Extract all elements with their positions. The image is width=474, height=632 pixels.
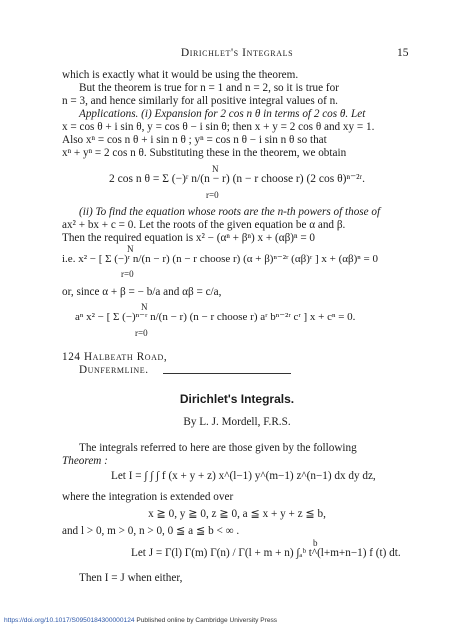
text-line: x = cos θ + i sin θ, y = cos θ − i sin θ; then x + y = 2 cos θ and xy = 1. [62,121,375,133]
text-line: xⁿ + yⁿ = 2 cos n θ. Substituting these in the theorem, we obtain [62,147,347,159]
running-title: Dirichlet's Integrals [180,47,294,59]
footer-credit [4,617,277,624]
equation-triple-integral: Let I = ∫ ∫ ∫ f (x + y + z) x^(l−1) y^(m−1) z^(n−1) dx dy dz, [111,470,376,482]
text-line: ax² + bx + c = 0. Let the roots of the given equation be α and β. [62,219,346,231]
text-line: or, since α + β = − b/a and αβ = c/a, [62,286,222,298]
sum-lower-limit: r=0 [206,190,219,200]
section-divider [163,373,291,374]
sum-upper-limit: N [127,244,134,254]
doi-link[interactable]: https://doi.org/10.1017/S0950184300000124 [4,617,135,624]
text-line: Also xⁿ = cos n θ + i sin n θ ; yⁿ = cos n θ − i sin n θ so that [62,134,327,146]
text-line: (ii) To find the equation whose roots are the n-th powers of those of [79,206,381,218]
text-line: Then I = J when either, [79,572,183,584]
integral-upper-limit: b [313,538,318,548]
equation-J: Let J = Γ(l) Γ(m) Γ(n) / Γ(l + m + n) ∫ₐᵇ t^(l+m+n−1) f (t) dt. [131,547,401,559]
address-line-2: Dunfermline. [79,364,149,376]
sum-lower-limit: r=0 [121,269,134,279]
sum-upper-limit: N [212,164,219,174]
text-line: But the theorem is true for n = 1 and n = 2, so it is true for [79,82,339,94]
text-line: Then the required equation is x² − (αⁿ + βⁿ) x + (αβ)ⁿ = 0 [62,232,316,244]
sum-upper-limit: N [141,302,148,312]
equation-region: x ≧ 0, y ≧ 0, z ≧ 0, a ≦ x + y + z ≦ b, [148,508,326,520]
equation-final: aⁿ x² − [ Σ (−)ⁿ⁻ʳ n/(n − r) (n − r choose r) aʳ bⁿ⁻²ʳ cʳ ] x + cⁿ = 0. [75,311,356,323]
text-line: which is exactly what it would be using the theorem. [62,69,299,81]
text-line: Applications. (i) Expansion for 2 cos n θ in terms of 2 cos θ. Let [79,108,366,120]
text-line: where the integration is extended over [62,491,234,503]
sum-lower-limit: r=0 [135,328,148,338]
equation-cos-expansion: 2 cos n θ = Σ (−)ʳ n/(n − r) (n − r choose r) (2 cos θ)ⁿ⁻²ʳ. [109,173,365,185]
equation-required: i.e. x² − [ Σ (−)ʳ n/(n − r) (n − r choose r) (α + β)ⁿ⁻²ʳ (αβ)ʳ ] x + (αβ)ⁿ = 0 [62,253,378,265]
address-line-1: 124 Halbeath Road, [62,351,168,363]
text-line: Theorem : [62,455,108,467]
article-title: Dirichlet's Integrals. [179,392,295,406]
text-line: n = 3, and hence similarly for all positive integral values of n. [62,95,338,107]
page-number: 15 [397,47,409,59]
text-line: The integrals referred to here are those given by the following [79,442,357,454]
publisher-note: Published online by Cambridge University Press [134,617,278,624]
text-line: and l > 0, m > 0, n > 0, 0 ≦ a ≦ b < ∞ . [62,525,240,537]
article-author: By L. J. Mordell, F.R.S. [183,416,291,428]
